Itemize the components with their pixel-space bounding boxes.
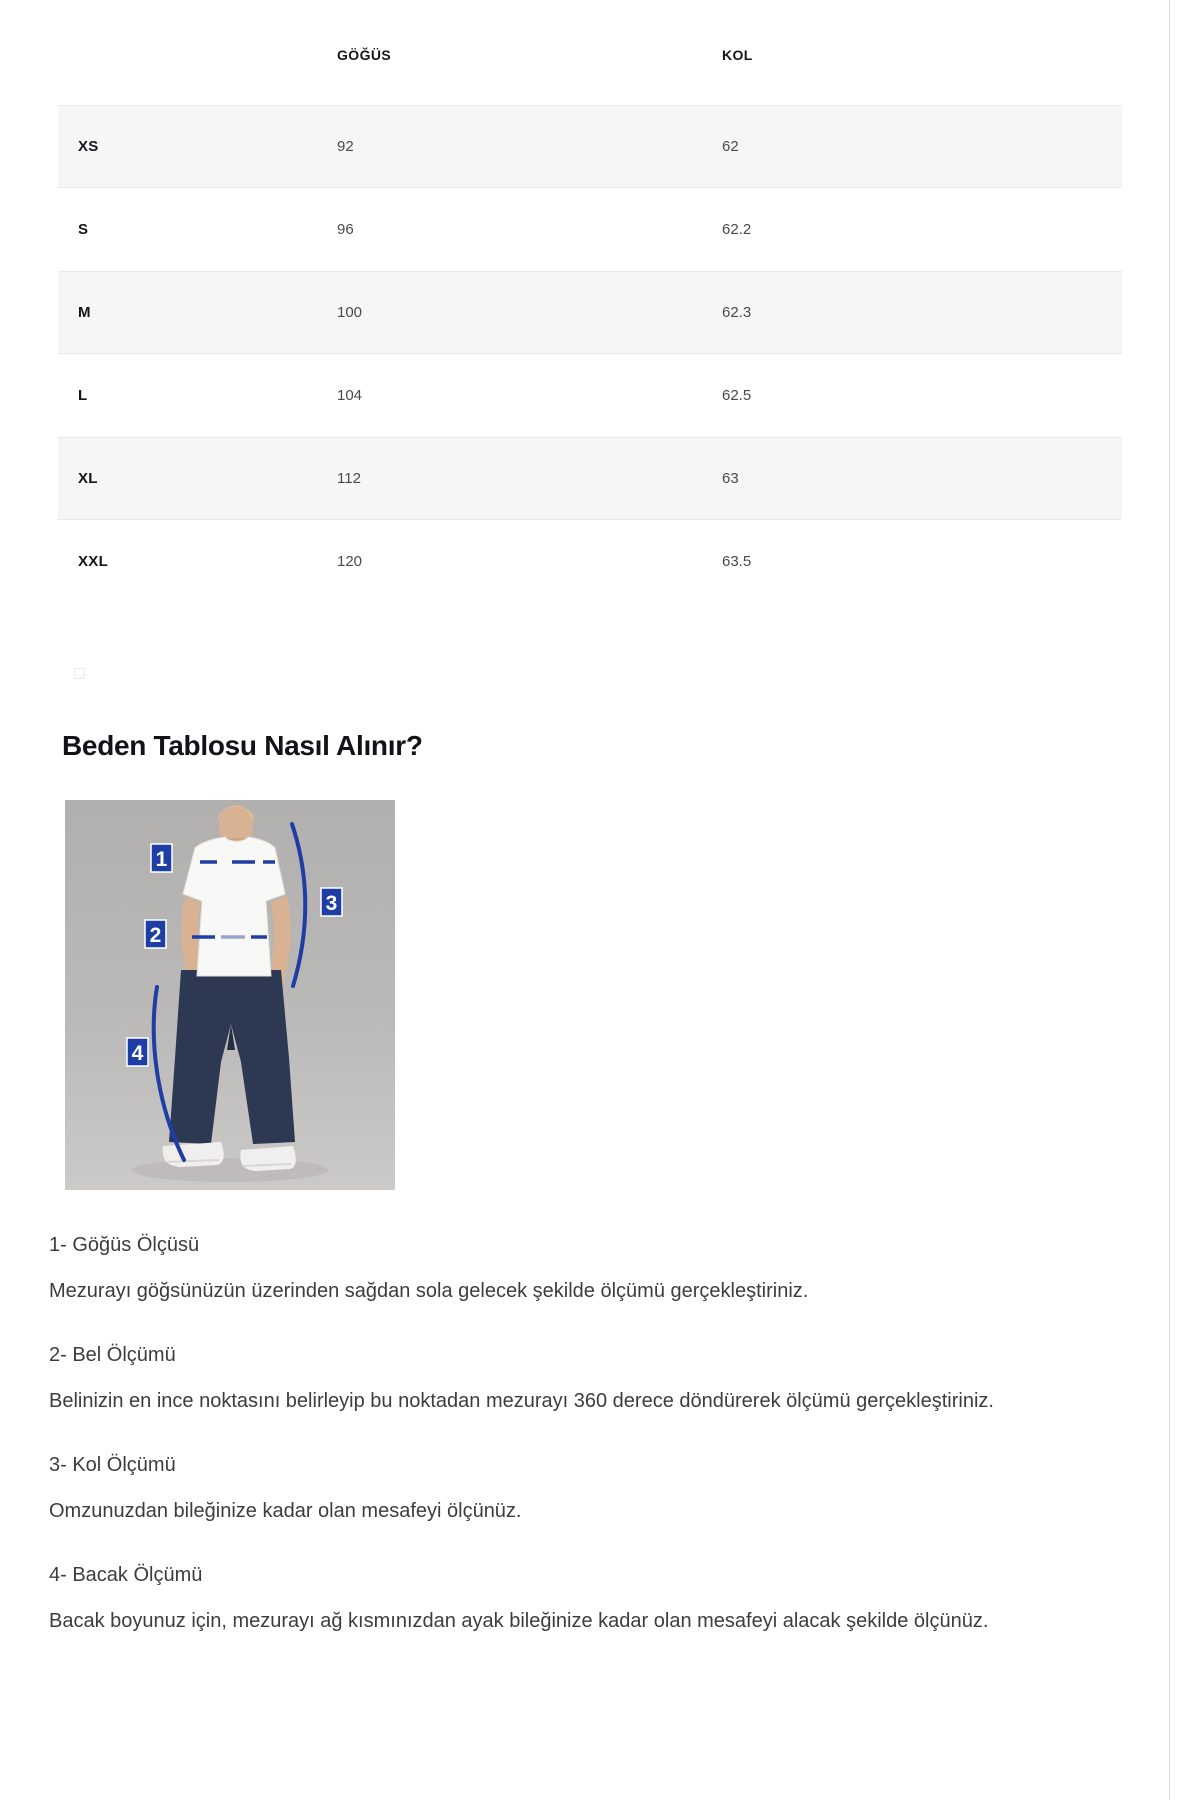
size-table bbox=[58, 30, 1122, 603]
chest-value: 120 bbox=[337, 553, 363, 570]
arm-value: 62.3 bbox=[722, 304, 752, 321]
scrollbar-track[interactable] bbox=[1169, 0, 1170, 1800]
size-table-header-row bbox=[58, 30, 1122, 80]
instruction-body: Bacak boyunuz için, mezurayı ağ kısmınızdan ayak bileğinize kadar olan mesafeyi alacak şekilde ölçünüz. bbox=[49, 1610, 989, 1632]
badge-1-number: 1 bbox=[155, 848, 168, 871]
instruction-section-chest bbox=[49, 1222, 1059, 1314]
instruction-body: Mezurayı göğsünüzün üzerinden sağdan sola gelecek şekilde ölçümü gerçekleştiriniz. bbox=[49, 1280, 809, 1302]
table-row-xxl bbox=[58, 520, 1122, 603]
column-header-arm: KOL bbox=[722, 47, 753, 63]
measure-badge-1 bbox=[151, 844, 172, 872]
table-row-l bbox=[58, 354, 1122, 437]
instruction-section-arm bbox=[49, 1442, 1059, 1534]
guide-heading: Beden Tablosu Nasıl Alınır? bbox=[62, 730, 423, 761]
badge-4-number: 4 bbox=[131, 1042, 144, 1065]
badge-2-number: 2 bbox=[149, 924, 162, 947]
instruction-title: 4- Bacak Ölçümü bbox=[49, 1564, 203, 1586]
arm-value: 62.5 bbox=[722, 387, 752, 404]
instruction-title: 3- Kol Ölçümü bbox=[49, 1454, 176, 1476]
measurement-figure-image bbox=[65, 800, 395, 1190]
chest-value: 104 bbox=[337, 387, 363, 404]
instruction-section-waist bbox=[49, 1332, 1059, 1424]
instruction-body: Belinizin en ince noktasını belirleyip bu noktadan mezurayı 360 derece döndürerek ölçümü gerçekleştiriniz. bbox=[49, 1390, 994, 1412]
instruction-section-leg bbox=[49, 1552, 1059, 1644]
size-label: M bbox=[78, 304, 91, 321]
chest-value: 92 bbox=[337, 138, 354, 155]
arm-value: 62 bbox=[722, 138, 739, 155]
arm-value: 62.2 bbox=[722, 221, 752, 238]
size-label: XL bbox=[78, 470, 98, 487]
artifact-mark bbox=[74, 668, 85, 679]
size-label: XXL bbox=[78, 553, 109, 570]
size-label: S bbox=[78, 221, 89, 238]
instruction-title: 1- Göğüs Ölçüsü bbox=[49, 1234, 200, 1256]
size-label: XS bbox=[78, 138, 99, 155]
table-row-xl bbox=[58, 437, 1122, 520]
arm-value: 63.5 bbox=[722, 553, 752, 570]
measure-badge-3 bbox=[321, 888, 342, 916]
arm-value: 63 bbox=[722, 470, 739, 487]
table-row-s bbox=[58, 188, 1122, 271]
chest-value: 100 bbox=[337, 304, 363, 321]
instruction-title: 2- Bel Ölçümü bbox=[49, 1344, 176, 1366]
chest-value: 96 bbox=[337, 221, 354, 238]
badge-3-number: 3 bbox=[325, 892, 338, 915]
measure-badge-2 bbox=[145, 920, 166, 948]
chest-value: 112 bbox=[337, 470, 361, 487]
size-label: L bbox=[78, 387, 88, 404]
table-row-xs bbox=[58, 105, 1122, 188]
measure-badge-4 bbox=[127, 1038, 148, 1066]
instruction-body: Omzunuzdan bileğinize kadar olan mesafeyi ölçünüz. bbox=[49, 1500, 522, 1522]
column-header-chest: GÖĞÜS bbox=[337, 47, 392, 63]
measurement-figure-svg bbox=[65, 800, 395, 1190]
table-row-m bbox=[58, 271, 1122, 354]
measurement-instructions bbox=[49, 1222, 1059, 1662]
